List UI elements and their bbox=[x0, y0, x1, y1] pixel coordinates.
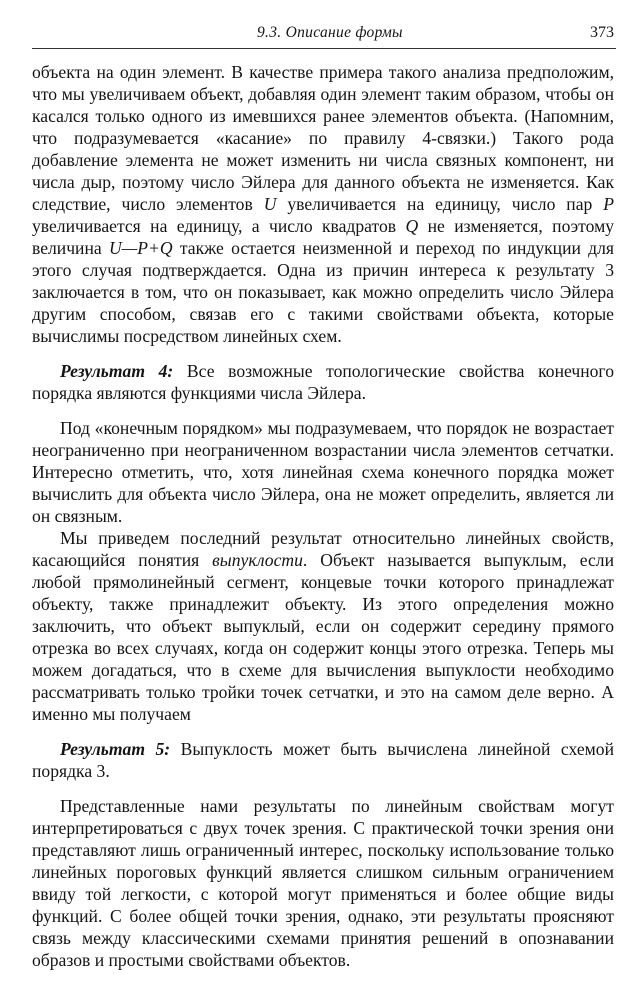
paragraph-finite-order: Под «конечным порядком» мы подразумеваем, что порядок не возрастает неограниченно при неограниченном возрастании числа элементов сетчатки. Интересно отметить, что, хотя линейная схема конечного порядка может вычислить для объекта число Эйлера, она не может определить, является ли он связным. bbox=[32, 418, 614, 526]
paragraph-interpretation: Представленные нами результаты по линейным свойствам могут интерпретироваться с двух точек зрения. С практической точки зрения они представляют лишь ограниченный интерес, поскольку использование только линейных пороговых функций является слишком сильным ограничением ввиду той легкости, с которой могут применяться и более общие виды функций. С более общей точки зрения, однако, эти результаты проясняют связь между классическими схемами принятия решений в опознавании образов и простыми свойствами объектов. bbox=[32, 796, 614, 970]
math-symbol-u: U bbox=[263, 194, 277, 214]
page-number: 373 bbox=[590, 24, 614, 41]
math-symbol-q: Q bbox=[405, 216, 419, 236]
result-4-title: Результат 4: bbox=[60, 361, 174, 381]
math-symbol-p: P bbox=[603, 194, 614, 214]
result-4-text: Все возможные топологические свойства конечного порядка являются функциями числа Эйлера. bbox=[32, 361, 614, 403]
term-convexity: выпуклости bbox=[212, 550, 303, 570]
result-5 bbox=[32, 738, 614, 782]
math-expression: U—P+Q bbox=[108, 238, 173, 258]
paragraph-convexity: Мы приведем последний результат относительно линейных свойств, касающийся понятия выпуклости. Объект называется выпуклым, если любой прямолинейный сегмент, концевые точки которого принадлежат объекту, также принадлежит объекту. Из этого определения можно заключить, что объект выпуклый, если он содержит середину прямого отрезка во всех случаях, когда он содержит концы этого отрезка. Теперь мы можем догадаться, что в схеме для вычисления выпуклости необходимо рассматривать только тройки точек сетчатки, и это на самом деле верно. А именно мы получаем bbox=[32, 528, 615, 724]
running-title: 9.3. Описание формы bbox=[257, 24, 403, 41]
paragraph-continuation: объекта на один элемент. В качестве примера такого анализа предположим, что мы увеличиваем объект, добавляя один элемент таким образом, чтобы он касался только одного из имевшихся ранее элементов объекта. (Напомним, что подразумевается «касание» по правилу 4-связки.) Такого рода добавление элемента не может изменить ни числа связных компонент, ни числа дыр, поэтому число Эйлера для данного объекта не изменяется. Как следствие, число элементов U увеличивается на единицу, число пар P увеличивается на единицу, а число квадратов Q не изменяется, поэтому величина U—P+Q также остается неизменной и переход по индукции для этого случая подтверждается. Одна из причин интереса к результату 3 заключается в том, что он показывает, как можно определить число Эйлера другим способом, связав его с такими свойствами объекта, которые вычислимы посредством линейных схем. bbox=[32, 62, 615, 346]
result-4 bbox=[32, 360, 614, 404]
page-body bbox=[32, 61, 614, 971]
result-5-title: Результат 5: bbox=[60, 739, 171, 759]
running-header bbox=[32, 18, 616, 49]
result-5-text: Выпуклость может быть вычислена линейной схемой порядка 3. bbox=[32, 739, 614, 781]
